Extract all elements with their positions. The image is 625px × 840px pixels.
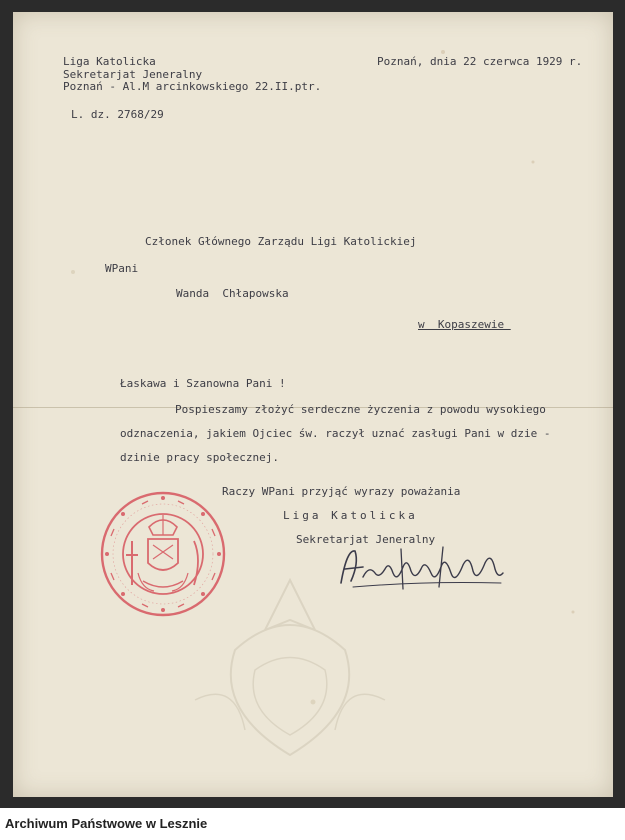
closing-line: Raczy WPani przyjąć wyrazy poważania	[222, 485, 461, 498]
recipient-location: w Kopaszewie	[418, 318, 511, 331]
place-and-date: Poznań, dnia 22 czerwca 1929 r.	[377, 55, 583, 68]
body-line-3: dzinie pracy społecznej.	[120, 451, 279, 464]
recipient-name: Wanda Chłapowska	[176, 287, 289, 300]
reference-number: L. dz. 2768/29	[71, 108, 164, 121]
salutation-prefix: WPani	[105, 262, 139, 275]
body-line-2: odznaczenia, jakiem Ojciec św. raczył uznać zasługi Pani w dzie -	[120, 427, 551, 440]
body-line-1: Pospieszamy złożyć serdeczne życzenia z powodu wysokiego	[175, 403, 546, 416]
greeting: Łaskawa i Szanowna Pani !	[120, 377, 286, 390]
closing-department: Sekretarjat Jeneralny	[296, 533, 436, 546]
sender-address: Poznań - Al.M arcinkowskiego 22.II.ptr.	[63, 80, 322, 93]
handwritten-signature	[333, 543, 508, 593]
archive-label: Archiwum Państwowe w Lesznie	[5, 816, 208, 831]
sender-name: Liga Katolicka	[63, 55, 156, 68]
closing-organization: Liga Katolicka	[283, 509, 418, 522]
recipient-title: Członek Głównego Zarządu Ligi Katolickiej	[145, 235, 417, 248]
church-seal-stamp	[98, 489, 228, 619]
sender-department: Sekretarjat Jeneralny	[63, 68, 203, 81]
